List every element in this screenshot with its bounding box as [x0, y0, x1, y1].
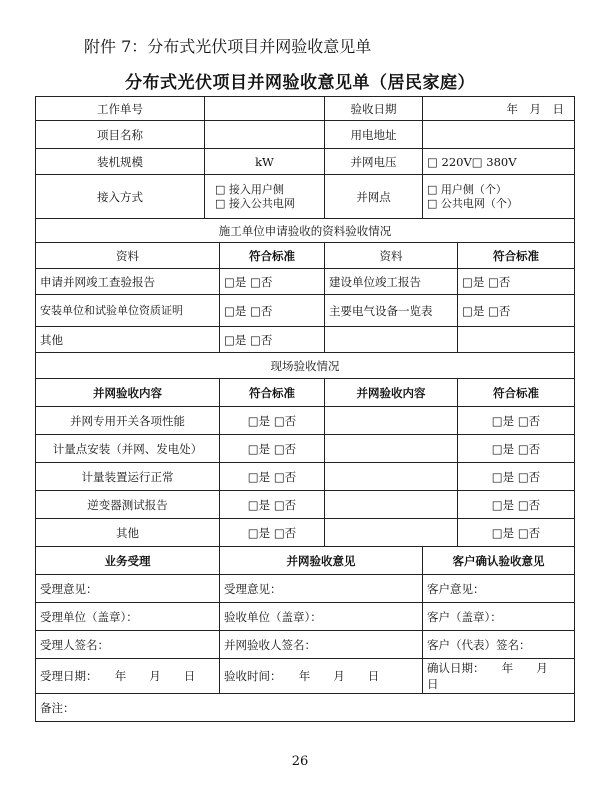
opinion-field[interactable]: 客户（代表）签名： [423, 631, 575, 659]
access-mode-options[interactable]: □ 接入用户侧 □ 接入公共电网 [205, 175, 325, 219]
opinion-field[interactable]: 确认日期： 年 月 日 [423, 659, 575, 694]
doc-check[interactable] [458, 327, 575, 353]
opinion-col-grid: 并网验收意见 [220, 547, 423, 575]
site-item: 其他 [36, 519, 220, 547]
doc-item: 申请并网竣工查验报告 [36, 269, 220, 295]
capacity-label: 装机规模 [36, 149, 205, 175]
address-label: 用电地址 [325, 121, 423, 149]
opinion-field[interactable]: 客户意见： [423, 575, 575, 603]
grid-voltage-options[interactable]: □ 220V□ 380V [423, 149, 575, 175]
attachment-title: 附件 7：分布式光伏项目并网验收意见单 [84, 37, 372, 56]
opinion-col-customer: 客户确认验收意见 [423, 547, 575, 575]
doc-item: 主要电气设备一览表 [325, 295, 458, 327]
access-mode-label: 接入方式 [36, 175, 205, 219]
doc-check[interactable]: □是 □否 [458, 295, 575, 327]
work-order-label: 工作单号 [36, 97, 205, 121]
site-check-right[interactable]: □是 □否 [458, 407, 575, 435]
site-check[interactable]: □是 □否 [220, 463, 325, 491]
site-check[interactable]: □是 □否 [220, 435, 325, 463]
project-name-value[interactable] [205, 121, 325, 149]
remark-field[interactable]: 备注： [36, 694, 575, 722]
doc-check[interactable]: □是 □否 [458, 269, 575, 295]
project-name-label: 项目名称 [36, 121, 205, 149]
site-col-content: 并网验收内容 [36, 379, 220, 407]
site-check[interactable]: □是 □否 [220, 407, 325, 435]
site-check-right[interactable]: □是 □否 [458, 519, 575, 547]
opinion-field[interactable]: 受理单位（盖章）： [36, 603, 220, 631]
doc-col-material: 资料 [36, 243, 220, 269]
capacity-unit[interactable]: kW [205, 149, 325, 175]
doc-col-material-2: 资料 [325, 243, 458, 269]
opinion-field[interactable]: 验收单位（盖章）： [220, 603, 423, 631]
acceptance-date-label: 验收日期 [325, 97, 423, 121]
opinion-field[interactable]: 并网验收人签名： [220, 631, 423, 659]
site-col-content-2: 并网验收内容 [325, 379, 458, 407]
opinion-field[interactable]: 客户（盖章）： [423, 603, 575, 631]
doc-col-standard: 符合标准 [220, 243, 325, 269]
opinion-field[interactable]: 受理意见： [36, 575, 220, 603]
acceptance-date-value[interactable]: 年 月 日 [423, 97, 575, 121]
site-item: 逆变器测试报告 [36, 491, 220, 519]
site-check-right[interactable]: □是 □否 [458, 435, 575, 463]
site-item: 并网专用开关各项性能 [36, 407, 220, 435]
site-section-header: 现场验收情况 [36, 353, 575, 379]
doc-check[interactable]: □是 □否 [220, 327, 325, 353]
opinion-field[interactable]: 受理人签名： [36, 631, 220, 659]
site-item-blank[interactable] [325, 519, 458, 547]
site-item-blank[interactable] [325, 407, 458, 435]
page-number: 26 [291, 754, 309, 769]
site-item-blank[interactable] [325, 463, 458, 491]
acceptance-form-table [35, 96, 575, 722]
site-col-standard: 符合标准 [220, 379, 325, 407]
site-item-blank[interactable] [325, 491, 458, 519]
opinion-col-business: 业务受理 [36, 547, 220, 575]
doc-check[interactable]: □是 □否 [220, 295, 325, 327]
doc-item: 安装单位和试验单位资质证明 [36, 295, 220, 327]
site-check-right[interactable]: □是 □否 [458, 491, 575, 519]
site-check[interactable]: □是 □否 [220, 491, 325, 519]
grid-point-label: 并网点 [325, 175, 423, 219]
doc-section-header: 施工单位申请验收的资料验收情况 [36, 219, 575, 243]
site-item-blank[interactable] [325, 435, 458, 463]
form-title: 分布式光伏项目并网验收意见单（居民家庭） [125, 73, 475, 93]
site-col-standard-2: 符合标准 [458, 379, 575, 407]
doc-item [325, 327, 458, 353]
grid-point-options[interactable]: □ 用户侧（个） □ 公共电网（个） [423, 175, 575, 219]
doc-item: 其他 [36, 327, 220, 353]
work-order-value[interactable] [205, 97, 325, 121]
opinion-field[interactable]: 验收时间： 年 月 日 [220, 659, 423, 694]
opinion-field[interactable]: 受理意见： [220, 575, 423, 603]
site-item: 计量点安装（并网、发电处） [36, 435, 220, 463]
doc-item: 建设单位竣工报告 [325, 269, 458, 295]
doc-check[interactable]: □是 □否 [220, 269, 325, 295]
doc-col-standard-2: 符合标准 [458, 243, 575, 269]
site-check[interactable]: □是 □否 [220, 519, 325, 547]
grid-voltage-label: 并网电压 [325, 149, 423, 175]
address-value[interactable] [423, 121, 575, 149]
opinion-field[interactable]: 受理日期： 年 月 日 [36, 659, 220, 694]
site-check-right[interactable]: □是 □否 [458, 463, 575, 491]
site-item: 计量装置运行正常 [36, 463, 220, 491]
